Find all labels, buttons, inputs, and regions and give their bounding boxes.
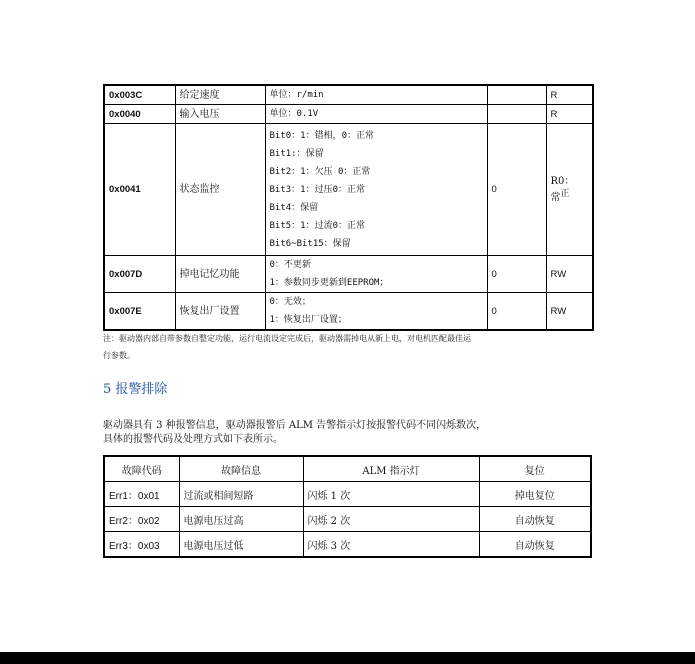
register-attribute: RW: [546, 293, 593, 331]
description-line: 0：不更新: [269, 260, 311, 270]
attribute-text: 常: [550, 192, 561, 204]
fault-info: 电源电压过高: [179, 507, 303, 532]
description-line: Bit6~Bit15：保留: [269, 238, 351, 249]
description-line: 1：参数同步更新到EEPROM；: [269, 278, 389, 288]
reset-method: 掉电复位: [479, 482, 591, 507]
register-default: 0: [487, 124, 546, 256]
register-address: 0x0041: [104, 124, 175, 256]
alarm-table: [103, 455, 592, 558]
attribute-superscript: 正: [560, 188, 570, 199]
attribute-line: R0：: [550, 175, 575, 187]
register-default: [487, 105, 546, 124]
register-address: 0x007D: [104, 256, 175, 293]
section-heading: 5 报警排除: [103, 382, 168, 397]
column-header: 故障信息: [179, 456, 303, 482]
description-line: Bit4：保留: [269, 202, 319, 213]
description-line: Bit0：1：错相，0：正常: [269, 130, 375, 141]
note-line: 行参数。: [103, 351, 135, 360]
fault-code: Err3：0x03: [104, 532, 179, 558]
fault-info: 过流或相间短路: [179, 482, 303, 507]
table-row: [104, 124, 593, 256]
table-row: [104, 105, 593, 124]
register-name: 输入电压: [175, 105, 265, 124]
register-address: 0x007E: [104, 293, 175, 331]
table-row: [104, 532, 591, 558]
table-row: [104, 256, 593, 293]
register-default: [487, 85, 546, 105]
body-paragraph: [103, 419, 563, 447]
table-note: [103, 330, 543, 364]
description-line: Bit3：1：过压0：正常: [269, 184, 366, 195]
note-line: 注：驱动器内部自带参数自整定功能，运行电流设定完成后，驱动器需掉电从新上电，对电机匹配最佳运: [103, 334, 471, 343]
register-attribute: R: [546, 85, 593, 105]
register-name: 恢复出厂设置: [175, 293, 265, 331]
reset-method: 自动恢复: [479, 507, 591, 532]
register-attribute: RW: [546, 256, 593, 293]
register-address: 0x0040: [104, 105, 175, 124]
table-row: [104, 482, 591, 507]
description-line: 单位：0.1V: [269, 109, 319, 119]
register-attribute: [546, 124, 593, 256]
column-header: 复位: [479, 456, 591, 482]
table-row: [104, 293, 593, 331]
alm-indicator: 闪烁 3 次: [303, 532, 479, 558]
register-description: [265, 293, 487, 331]
table-row: [104, 85, 593, 105]
register-address: 0x003C: [104, 85, 175, 105]
table-header-row: [104, 456, 591, 482]
description-line: Bit1:：保留: [269, 148, 324, 159]
fault-code: Err2：0x02: [104, 507, 179, 532]
register-description: [265, 256, 487, 293]
viewer-bottom-bar: [0, 652, 695, 664]
alm-indicator: 闪烁 1 次: [303, 482, 479, 507]
register-description: [265, 85, 487, 105]
fault-code: Err1：0x01: [104, 482, 179, 507]
description-line: 1：恢复出厂设置；: [269, 315, 347, 325]
reset-method: 自动恢复: [479, 532, 591, 558]
register-default: 0: [487, 256, 546, 293]
description-line: Bit2：1：欠压 0：正常: [269, 166, 371, 177]
register-table: [103, 84, 594, 331]
table-row: [104, 507, 591, 532]
description-line: 单位：r/min: [269, 90, 324, 100]
description-line: Bit5：1：过流0：正常: [269, 220, 366, 231]
register-default: 0: [487, 293, 546, 331]
register-description: [265, 124, 487, 256]
paragraph-line: 驱动器具有 3 种报警信息，驱动器报警后 ALM 告警指示灯按报警代码不同闪烁数次，: [103, 420, 487, 431]
register-name: 给定速度: [175, 85, 265, 105]
column-header: ALM 指示灯: [303, 456, 479, 482]
alm-indicator: 闪烁 2 次: [303, 507, 479, 532]
register-name: 掉电记忆功能: [175, 256, 265, 293]
paragraph-line: 具体的报警代码及处理方式如下表所示。: [103, 434, 283, 445]
register-description: [265, 105, 487, 124]
description-line: 0：无效；: [269, 297, 311, 307]
register-attribute: R: [546, 105, 593, 124]
attribute-line: [551, 188, 589, 204]
column-header: 故障代码: [104, 456, 179, 482]
fault-info: 电源电压过低: [179, 532, 303, 558]
register-name: 状态监控: [175, 124, 265, 256]
